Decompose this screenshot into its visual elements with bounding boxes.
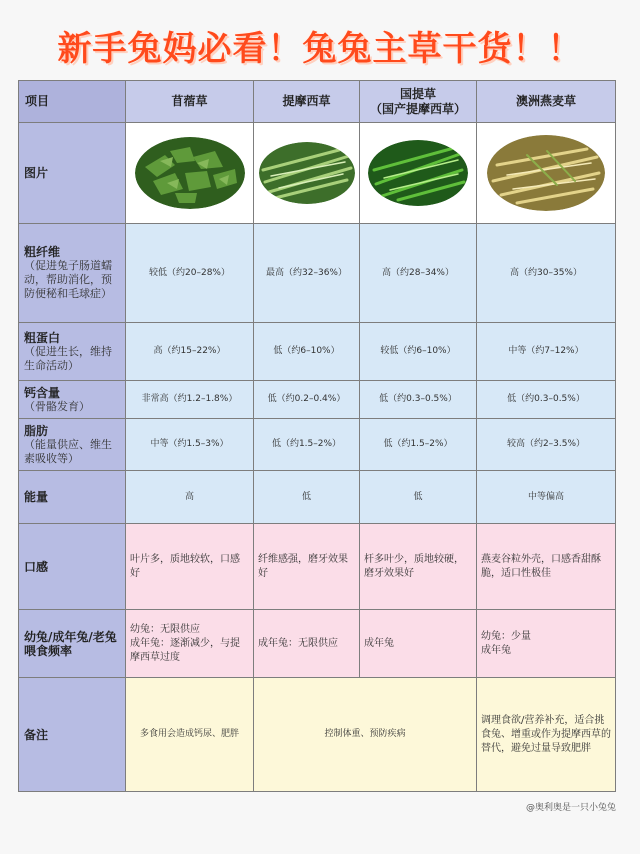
row-label-fat: 脂肪 （能量供应、维生素吸收等）: [19, 419, 126, 471]
notes-value-alfalfa: 多食用会造成钙尿、肥胖: [126, 678, 254, 792]
protein-value-domestic-timothy: 较低（约6–10%）: [360, 323, 477, 381]
table-row-image: [19, 123, 616, 224]
feeding-value-timothy: 成年兔：无限供应: [254, 610, 360, 678]
header-alfalfa: 苜蓿草: [126, 81, 254, 123]
header-item: 项目: [19, 81, 126, 123]
page-title: 新手兔妈必看！兔兔主草干货！！: [57, 29, 583, 69]
energy-value-alfalfa: 高: [126, 471, 254, 524]
fat-value-domestic-timothy: 低（约1.5–2%）: [360, 419, 477, 471]
protein-value-timothy: 低（约6–10%）: [254, 323, 360, 381]
calcium-value-alfalfa: 非常高（约1.2–1.8%）: [126, 381, 254, 419]
feeding-value-alfalfa: 幼兔：无限供应 成年兔：逐渐减少，与提摩西草过度: [126, 610, 254, 678]
row-label-taste: 口感: [19, 524, 126, 610]
taste-value-oat: 燕麦谷粒外壳，口感香甜酥脆，适口性极佳: [477, 524, 616, 610]
row-label-fiber: 粗纤维 （促进兔子肠道蠕动，帮助消化，预防便秘和毛球症）: [19, 224, 126, 323]
row-label-energy: 能量: [19, 471, 126, 524]
protein-value-oat: 中等（约7–12%）: [477, 323, 616, 381]
table-header-row: [19, 81, 616, 123]
header-domestic-timothy: [360, 81, 477, 123]
row-label-protein: 粗蛋白 （促进生长，维持生命活动）: [19, 323, 126, 381]
energy-value-oat: 中等偏高: [477, 471, 616, 524]
alfalfa-hay-icon: [135, 137, 245, 209]
fiber-value-domestic-timothy: 高（约28–34%）: [360, 224, 477, 323]
taste-value-timothy: 纤维感强，磨牙效果好: [254, 524, 360, 610]
header-oat: 澳洲燕麦草: [477, 81, 616, 123]
row-label-image: 图片: [19, 123, 126, 224]
header-domestic-timothy-line2: （国产提摩西草）: [369, 101, 466, 116]
notes-value-timothy-merged: 控制体重、预防疾病: [254, 678, 477, 792]
feeding-value-oat: 幼兔：少量 成年兔: [477, 610, 616, 678]
fat-value-alfalfa: 中等（约1.5–3%）: [126, 419, 254, 471]
domestic-timothy-image-cell: [360, 123, 477, 224]
table-row-calcium: [19, 381, 616, 419]
table-row-feeding: [19, 610, 616, 678]
table-row-energy: [19, 471, 616, 524]
table-row-fiber: [19, 224, 616, 323]
table-row-protein: [19, 323, 616, 381]
row-label-feeding: 幼兔/成年兔/老兔 喂食频率: [19, 610, 126, 678]
header-timothy: 提摩西草: [254, 81, 360, 123]
calcium-value-timothy: 低（约0.2–0.4%）: [254, 381, 360, 419]
table-row-fat: [19, 419, 616, 471]
fiber-value-timothy: 最高（约32–36%）: [254, 224, 360, 323]
calcium-value-domestic-timothy: 低（约0.3–0.5%）: [360, 381, 477, 419]
energy-value-domestic-timothy: 低: [360, 471, 477, 524]
fat-value-oat: 较高（约2–3.5%）: [477, 419, 616, 471]
table-row-notes: [19, 678, 616, 792]
row-label-notes: 备注: [19, 678, 126, 792]
timothy-image-cell: [254, 123, 360, 224]
domestic-timothy-hay-icon: [368, 140, 468, 206]
author-credit: @奥利奥是一只小兔兔: [525, 803, 616, 813]
notes-value-oat: 调理食欲/营养补充，适合挑食兔、增重或作为提摩西草的替代，避免过量导致肥胖: [477, 678, 616, 792]
fiber-value-oat: 高（约30–35%）: [477, 224, 616, 323]
calcium-value-oat: 低（约0.3–0.5%）: [477, 381, 616, 419]
taste-value-domestic-timothy: 杆多叶少，质地较硬，磨牙效果好: [360, 524, 477, 610]
row-label-calcium: 钙含量 （骨骼发育）: [19, 381, 126, 419]
energy-value-timothy: 低: [254, 471, 360, 524]
fat-value-timothy: 低（约1.5–2%）: [254, 419, 360, 471]
oat-hay-icon: [487, 135, 605, 211]
header-domestic-timothy-line1: 国提草: [399, 86, 436, 101]
fiber-value-alfalfa: 较低（约20–28%）: [126, 224, 254, 323]
timothy-hay-icon: [259, 142, 355, 204]
table-row-taste: [19, 524, 616, 610]
taste-value-alfalfa: 叶片多，质地较软，口感好: [126, 524, 254, 610]
feeding-value-domestic-timothy: 成年兔: [360, 610, 477, 678]
oat-image-cell: [477, 123, 616, 224]
comparison-table: [18, 80, 616, 792]
alfalfa-image-cell: [126, 123, 254, 224]
protein-value-alfalfa: 高（约15–22%）: [126, 323, 254, 381]
